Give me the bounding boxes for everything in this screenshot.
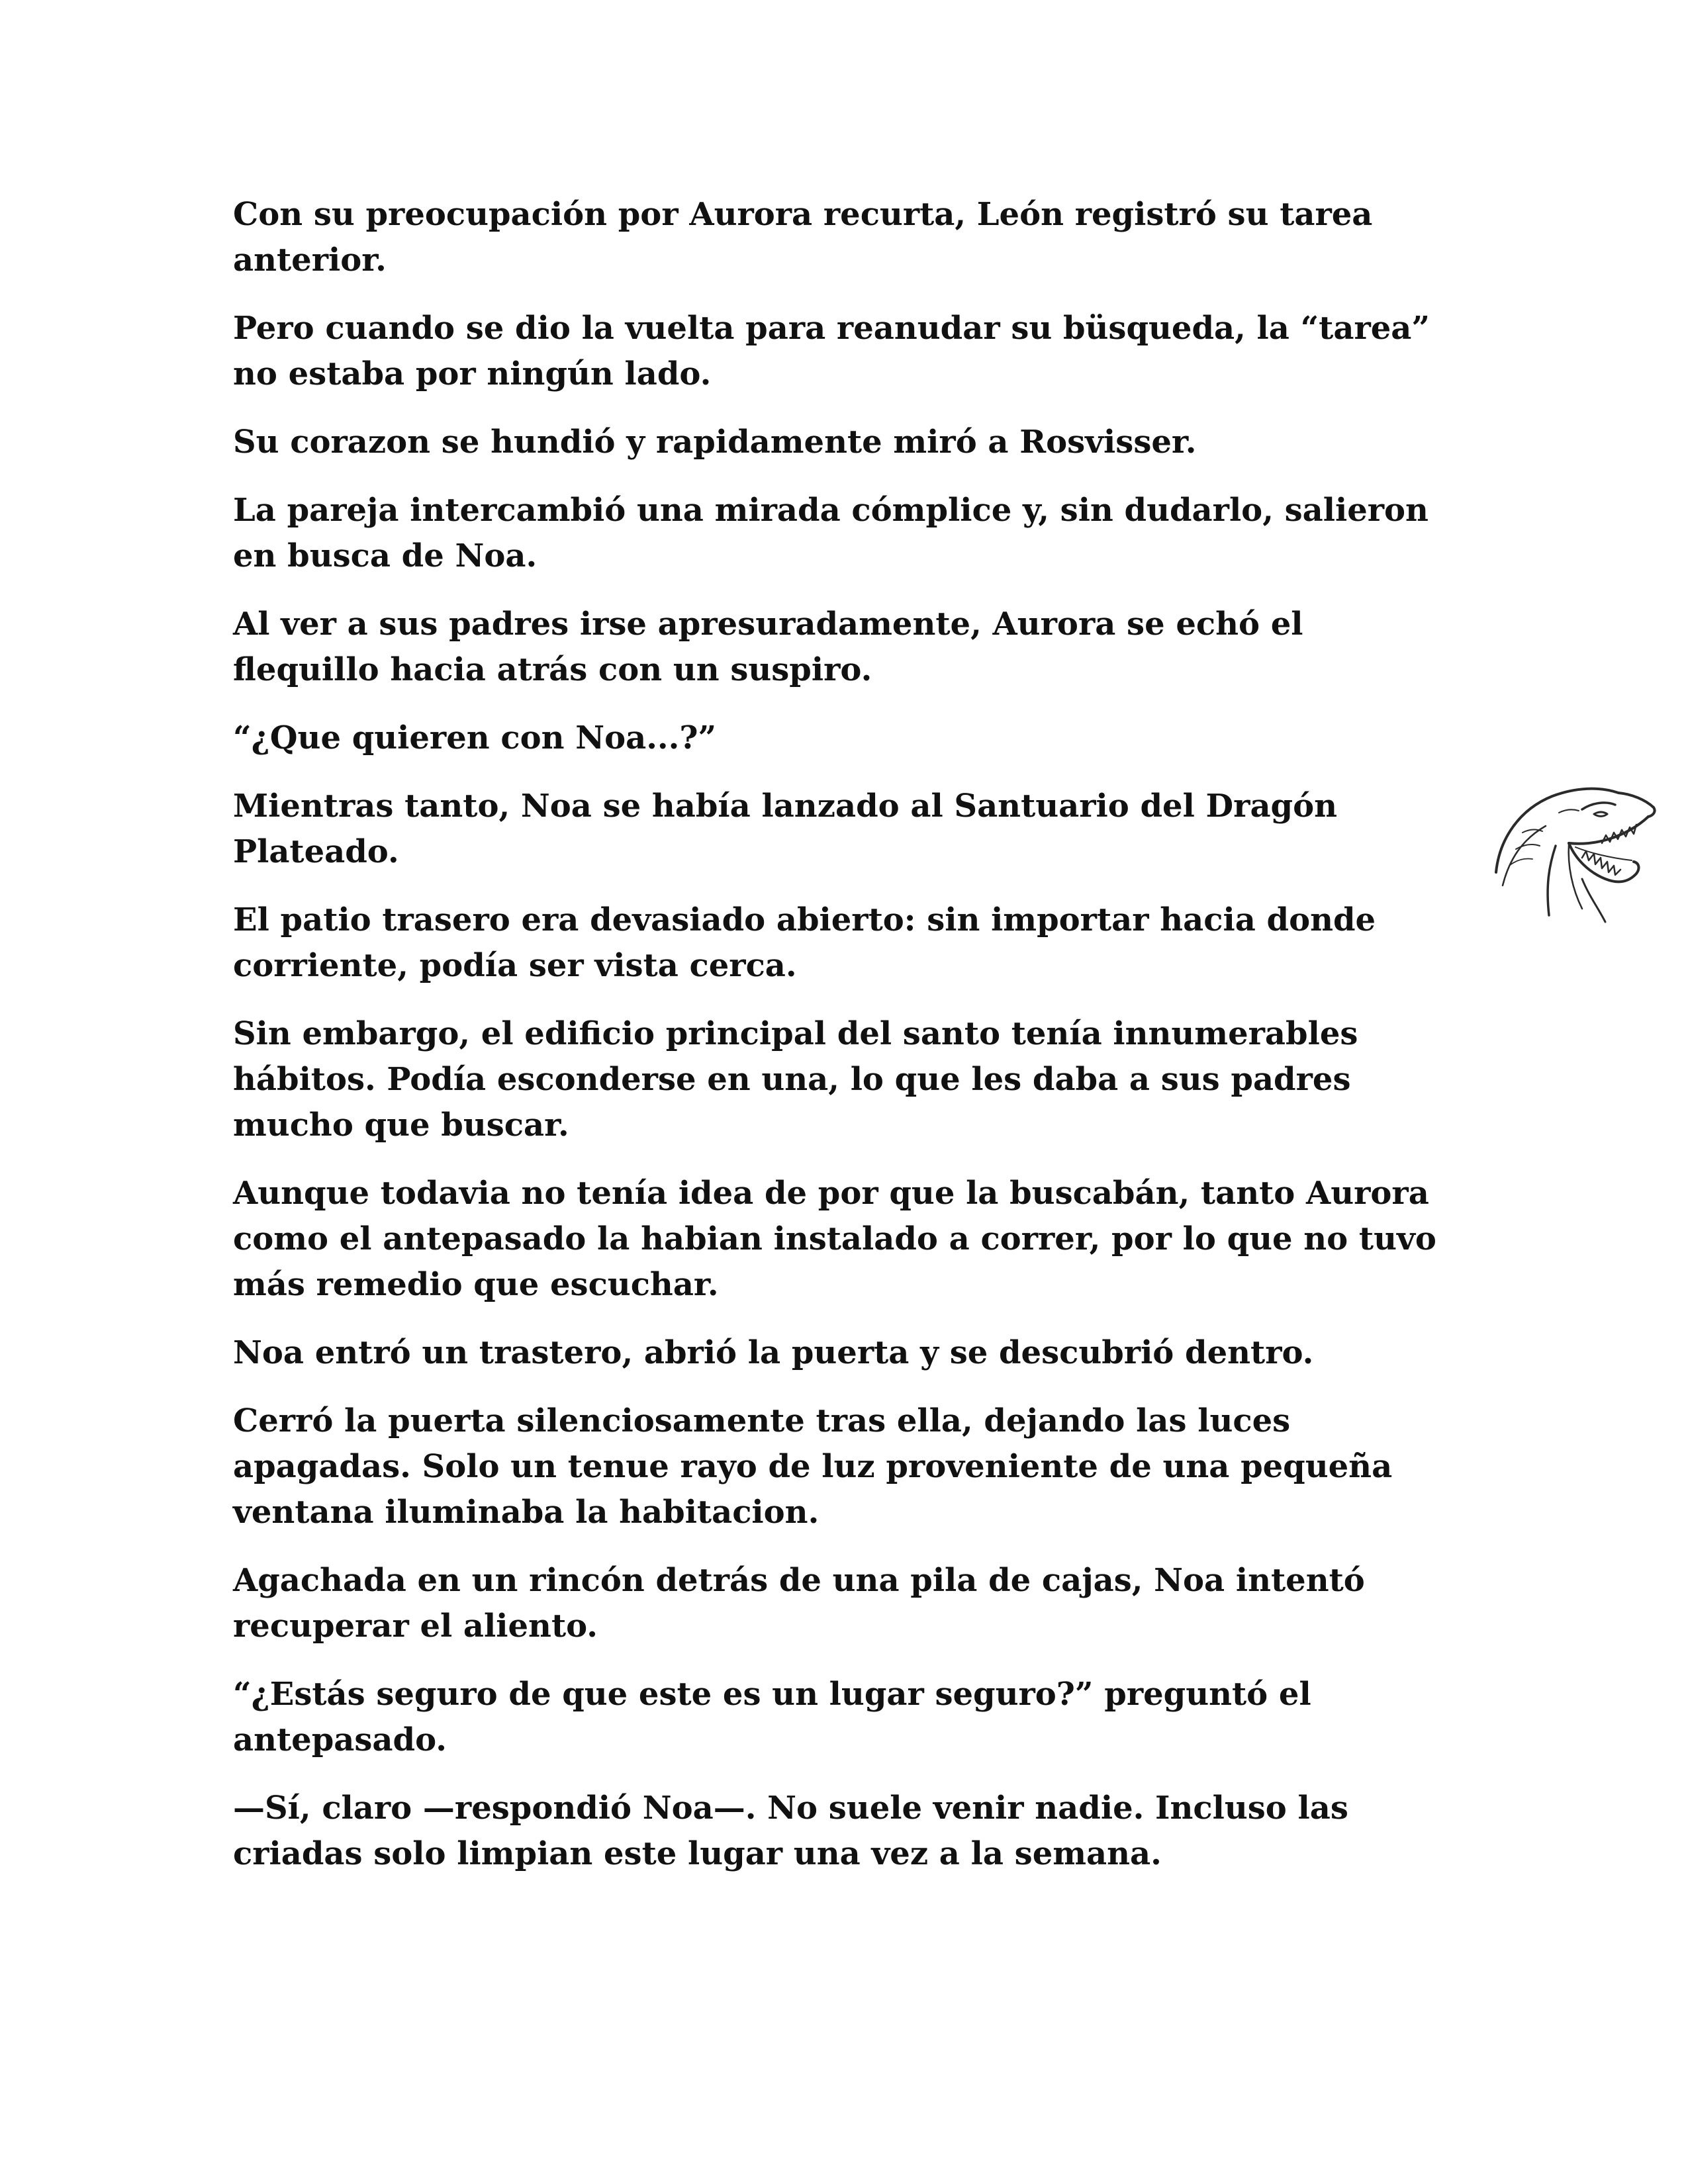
paragraph-10: Aunque todavia no tenía idea de por que la buscabán, tanto Aurora como el antepasado la habian instalado a correr, por lo que no tuvo más remedio que escuchar. — [233, 1175, 1436, 1303]
paragraph-11: Noa entró un trastero, abrió la puerta y se descubrió dentro. — [233, 1334, 1314, 1371]
paragraph-5: Al ver a sus padres irse apresuradamente, Aurora se echó el flequillo hacia atrás con un suspiro. — [233, 606, 1303, 688]
paragraph-14: “¿Estás seguro de que este es un lugar seguro?” preguntó el antepasado. — [233, 1676, 1311, 1758]
paragraph-12: Cerró la puerta silenciosamente tras ella, dejando las luces apagadas. Solo un tenue rayo de luz proveniente de una pequeña ventana iluminaba la habitacion. — [233, 1402, 1393, 1531]
paragraph-3: Su corazon se hundió y rapidamente miró a Rosvisser. — [233, 424, 1197, 461]
dinosaur-head-sketch-icon — [1483, 773, 1662, 932]
paragraph-8: El patio trasero era devasiado abierto: sin importar hacia donde corriente, podía ser vista cerca. — [233, 901, 1376, 984]
paragraph-15: —Sí, claro —respondió Noa—. No suele venir nadie. Incluso las criadas solo limpian este lugar una vez a la semana. — [233, 1790, 1348, 1872]
paragraph-9: Sin embargo, el edificio principal del santo tenía innumerables hábitos. Podía esconderse en una, lo que les daba a sus padres mucho que buscar. — [233, 1015, 1358, 1144]
paragraph-1: Con su preocupación por Aurora recurta, León registró su tarea anterior. — [233, 196, 1373, 279]
paragraph-4: La pareja intercambió una mirada cómplice y, sin dudarlo, salieron en busca de Noa. — [233, 492, 1429, 574]
paragraph-6: “¿Que quieren con Noa...?” — [233, 719, 717, 756]
document-body — [233, 192, 1451, 1899]
paragraph-7: Mientras tanto, Noa se había lanzado al Santuario del Dragón Plateado. — [233, 788, 1338, 870]
paragraph-2: Pero cuando se dio la vuelta para reanudar su büsqueda, la “tarea” no estaba por ningún lado. — [233, 310, 1430, 392]
paragraph-13: Agachada en un rincón detrás de una pila de cajas, Noa intentó recuperar el aliento. — [233, 1562, 1365, 1645]
